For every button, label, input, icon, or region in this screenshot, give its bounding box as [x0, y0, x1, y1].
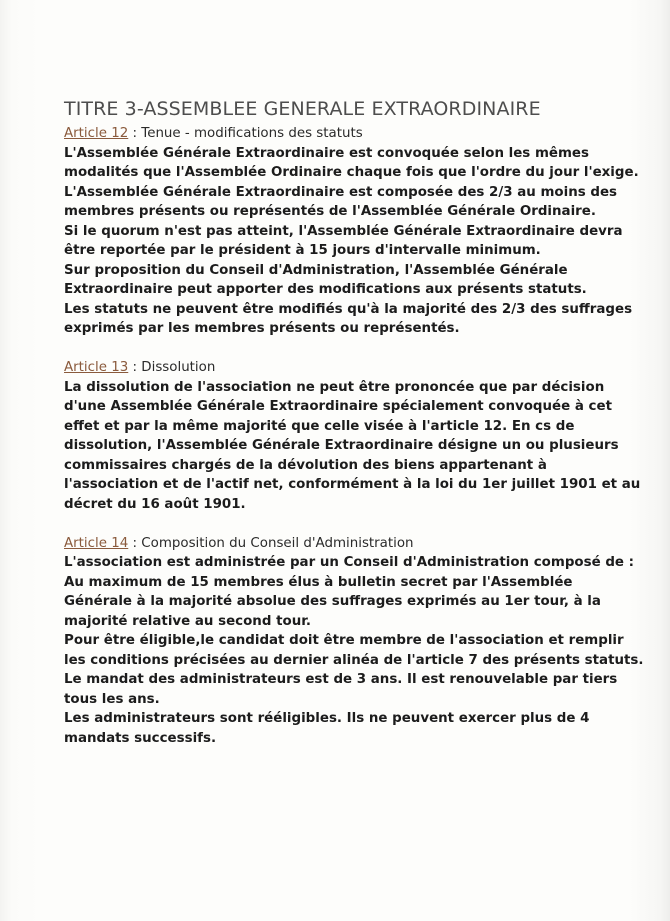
- article-title: Dissolution: [141, 360, 216, 375]
- article-heading: [64, 534, 644, 554]
- article-number: Article 14: [64, 535, 129, 551]
- article-paragraph: La dissolution de l'association ne peut être prononcée que par décision d'une Assemblée Générale Extraordinaire spécialement convoquée à cet effet et par la même majorité que celle visée à l'article 12. En cs de dissolution, l'Assemblée Générale Extraordinaire désigne un ou plusieurs commissaires chargés de la dévolution des biens appartenant à l'association et de l'actif net, conformément à la loi du 1er juillet 1901 et au décret du 16 août 1901.: [64, 379, 641, 512]
- section-spacer: [64, 514, 644, 534]
- article-14: [64, 534, 644, 749]
- article-13: [64, 358, 644, 514]
- article-heading: [64, 124, 644, 144]
- article-paragraph: L'Assemblée Générale Extraordinaire est composée des 2/3 au moins des membres présents ou représentés de l'Assemblée Générale Ordinaire.: [64, 184, 617, 219]
- article-separator: :: [128, 360, 142, 375]
- article-title: Tenue - modifications des statuts: [141, 126, 363, 141]
- article-paragraph: Sur proposition du Conseil d'Administration, l'Assemblée Générale Extraordinaire peut apporter des modifications aux présents statuts.: [64, 262, 587, 297]
- article-paragraph: L'association est administrée par un Conseil d'Administration composé de :: [64, 555, 634, 570]
- article-title: Composition du Conseil d'Administration: [141, 535, 414, 551]
- article-heading: [64, 358, 644, 378]
- article-number: Article 13: [64, 360, 129, 375]
- article-paragraph: Les administrateurs sont rééligibles. Ils ne peuvent exercer plus de 4 mandats successifs.: [64, 711, 590, 746]
- page-title: TITRE 3-ASSEMBLEE GENERALE EXTRAORDINAIRE: [64, 98, 541, 120]
- article-paragraph: Les statuts ne peuvent être modifiés qu'à la majorité des 2/3 des suffrages exprimés par les membres présents ou représentés.: [64, 301, 633, 336]
- article-separator: :: [128, 535, 142, 551]
- section-spacer: [64, 339, 644, 359]
- article-paragraph: Pour être éligible,le candidat doit être membre de l'association et remplir les conditions précisées au dernier alinéa de l'article 7 des présents statuts. Le mandat des administrateurs est de 3 ans. Il est renouvelable par tiers tous les ans.: [64, 633, 644, 707]
- document-body: [64, 97, 644, 748]
- article-number: Article 12: [64, 126, 129, 141]
- article-paragraph: Si le quorum n'est pas atteint, l'Assemblée Générale Extraordinaire devra être reportée par le président à 15 jours d'intervalle minimum.: [64, 223, 623, 258]
- article-paragraph: Au maximum de 15 membres élus à bulletin secret par l'Assemblée Générale à la majorité absolue des suffrages exprimés au 1er tour, à la majorité relative au second tour.: [64, 574, 601, 629]
- article-paragraph: L'Assemblée Générale Extraordinaire est convoquée selon les mêmes modalités que l'Assemblée Ordinaire chaque fois que l'ordre du jour l'exige.: [64, 145, 639, 180]
- article-separator: :: [128, 126, 142, 141]
- article-12: [64, 124, 644, 339]
